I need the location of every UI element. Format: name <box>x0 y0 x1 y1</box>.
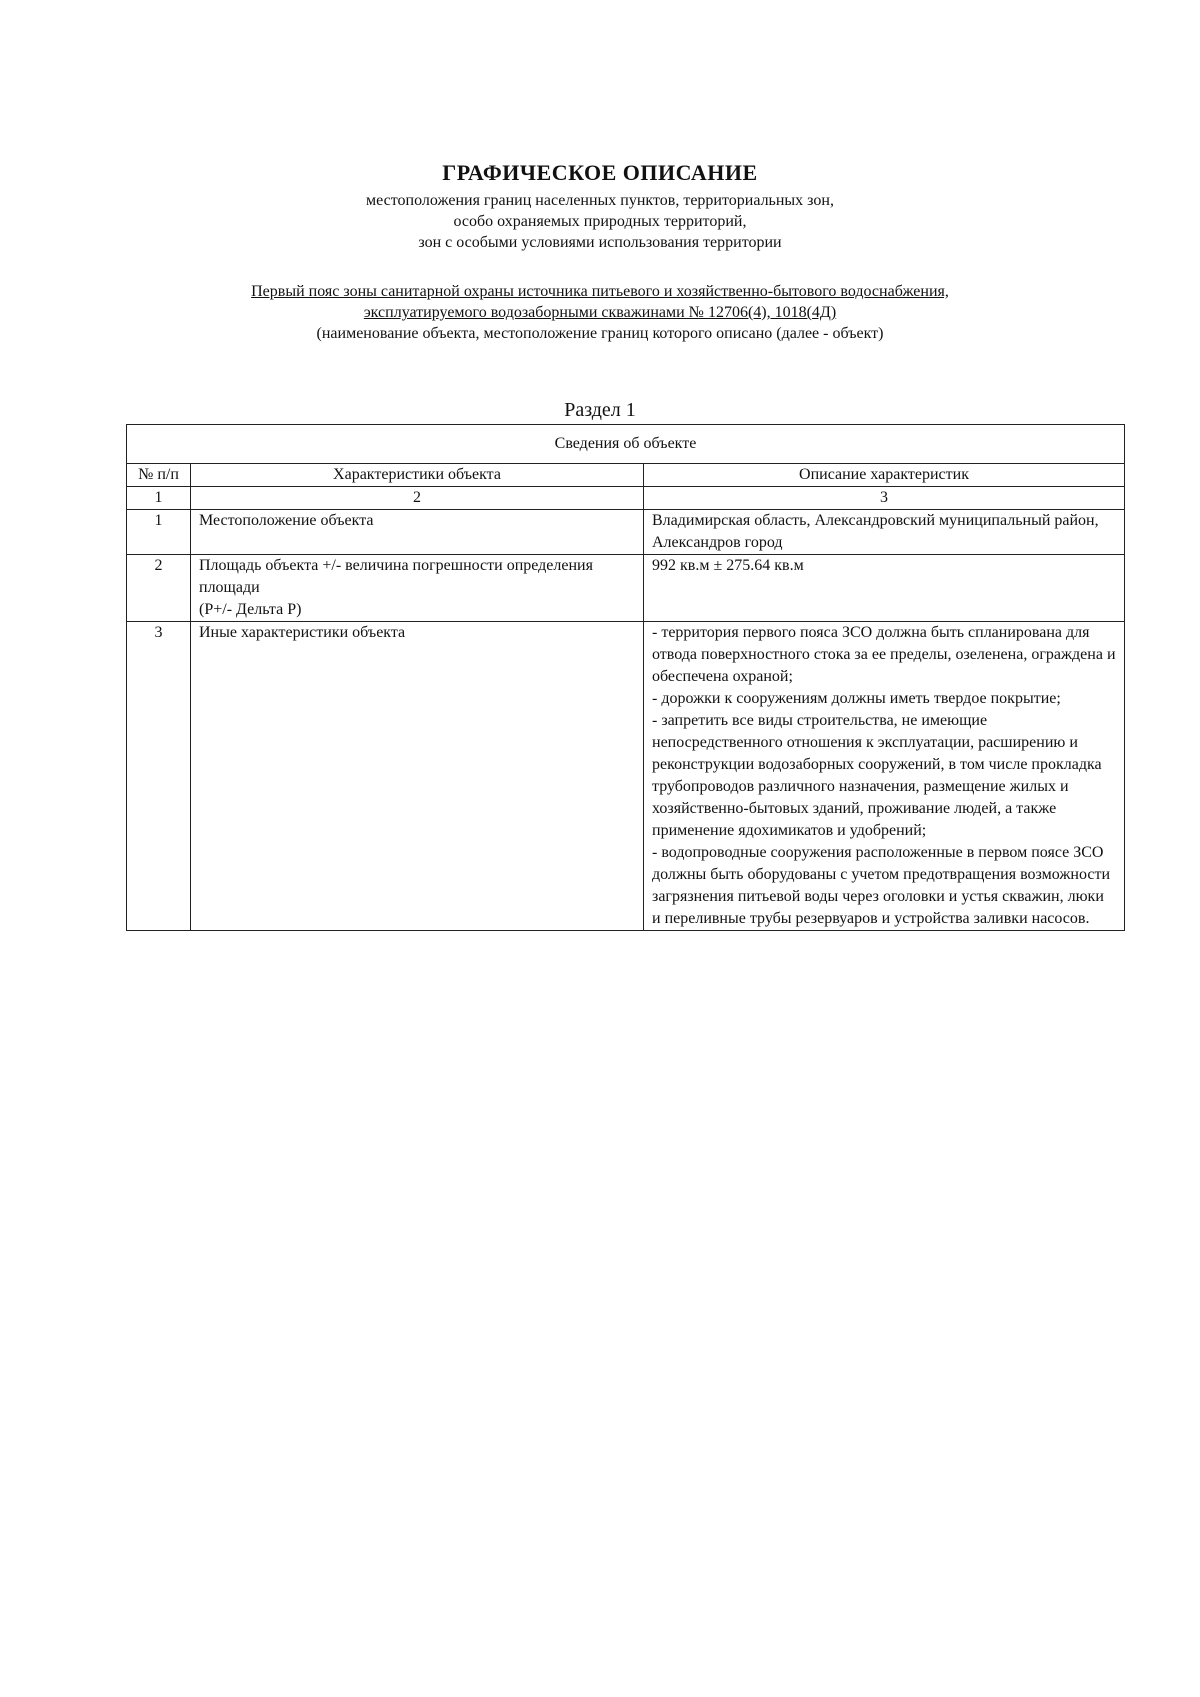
row-description: - территория первого пояса ЗСО должна быть спланирована для отвода поверхностного стока за ее пределы, озеленена, ограждена и обеспечена охраной; - дорожки к сооружениям должны иметь твердое покрытие; - запретить все виды строительства, не имеющие непосредственного отношения к эксплуатации, расширению и реконструкции водозаборных сооружений, в том числе прокладка трубопроводов различного назначения, размещение жилых и хозяйственно-бытовых зданий, проживание людей, а также применение ядохимикатов и удобрений; - водопроводные сооружения расположенные в первом поясе ЗСО должны быть оборудованы с учетом предотвращения возможности загрязнения питьевой воды через оголовки и устья скважин, люки и переливные трубы резервуаров и устройства заливки насосов. <box>644 622 1125 931</box>
row-description: Владимирская область, Александровский муниципальный район, Александров город <box>644 510 1125 555</box>
row-description: 992 кв.м ± 275.64 кв.м <box>644 555 1125 622</box>
table-caption: Сведения об объекте <box>127 425 1125 464</box>
object-name-line-2: эксплуатируемого водозаборными скважинами № 12706(4), 1018(4Д) <box>363 304 837 321</box>
column-number-3: 3 <box>644 487 1125 510</box>
subtitle-line-1: местоположения границ населенных пунктов, территориальных зон, <box>366 192 834 209</box>
table-row <box>127 510 1125 555</box>
row-characteristic: Иные характеристики объекта <box>191 622 644 931</box>
table-row <box>127 555 1125 622</box>
subtitle-line-3: зон с особыми условиями использования территории <box>418 234 782 251</box>
table-column-numbers-row <box>127 487 1125 510</box>
table-header-row <box>127 464 1125 487</box>
row-characteristic: Местоположение объекта <box>191 510 644 555</box>
document-header <box>0 160 1200 253</box>
document-title: ГРАФИЧЕСКОЕ ОПИСАНИЕ <box>442 160 758 185</box>
row-number: 1 <box>127 510 191 555</box>
column-header-description: Описание характеристик <box>644 464 1125 487</box>
column-header-characteristic: Характеристики объекта <box>191 464 644 487</box>
object-info-table <box>126 424 1125 931</box>
section-title: Раздел 1 <box>564 399 636 421</box>
row-characteristic: Площадь объекта +/- величина погрешности определения площади (Р+/- Дельта Р) <box>191 555 644 622</box>
subtitle-line-2: особо охраняемых природных территорий, <box>453 213 747 230</box>
column-number-1: 1 <box>127 487 191 510</box>
column-header-number: № п/п <box>127 464 191 487</box>
object-name-line-1: Первый пояс зоны санитарной охраны источника питьевого и хозяйственно-бытового водоснабжения, <box>251 283 949 300</box>
column-number-2: 2 <box>191 487 644 510</box>
object-name-caption: (наименование объекта, местоположение границ которого описано (далее - объект) <box>316 325 884 342</box>
row-number: 3 <box>127 622 191 931</box>
table-row <box>127 622 1125 931</box>
table-caption-row <box>127 425 1125 464</box>
object-name-block <box>0 281 1200 344</box>
row-number: 2 <box>127 555 191 622</box>
